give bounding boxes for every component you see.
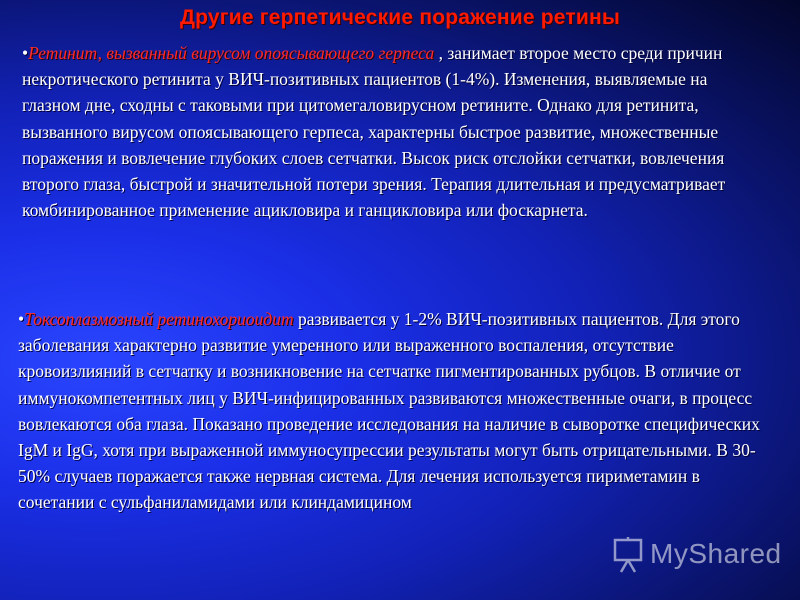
bullet: • (22, 43, 29, 63)
watermark-text: MyShared (650, 538, 782, 569)
watermark-logo (612, 536, 787, 576)
paragraph-lead-term: Токсоплазмозный ретинохориоидит (24, 309, 294, 329)
paragraph-lead-term: Ретинит, вызванный вирусом опоясывающего герпеса (28, 43, 435, 63)
paragraph-zoster-retinitis (22, 40, 757, 223)
paragraph-body: развивается у 1-2% ВИЧ-позитивных пациентов. Для этого заболевания характерно развитие умеренного или выраженного воспаления, отсутствие кровоизлияний в сетчатку и возникновение на сетчатке пигментированных рубцов. В отличие от иммунокомпетентных лиц у ВИЧ-инфицированных развиваются множественные очаги, в процесс вовлекаются оба глаза. Показано проведение исследования на наличие в сыворотке специфических IgM и IgG, хотя при выраженной иммуносупрессии результаты могут быть отрицательными. В 30-50% случаев поражается также нервная система. Для лечения используется пириметамин в сочетании с сульфаниламидами или клиндамицином (18, 309, 760, 513)
paragraph-body: , занимает второе место среди причин некротического ретинита у ВИЧ-позитивных пациентов (1-4%). Изменения, выявляемые на глазном дне, сходны с таковыми при цитомегаловирусном ретините. Однако для ретинита, вызванного вирусом опоясывающего герпеса, характерны быстрое развитие, множественные поражения и вовлечение глубоких слоев сетчатки. Высок риск отслойки сетчатки, вовлечения второго глаза, быстрой и значительной потери зрения. Терапия длительная и предусматривает комбинированное применение ацикловира и ганцикловира или фоскарнета. (22, 43, 726, 221)
paragraph-toxoplasmosis (18, 306, 770, 516)
presentation-board-icon (612, 536, 646, 574)
slide-title: Другие герпетические поражение ретины (180, 6, 620, 29)
bullet: • (18, 309, 25, 329)
